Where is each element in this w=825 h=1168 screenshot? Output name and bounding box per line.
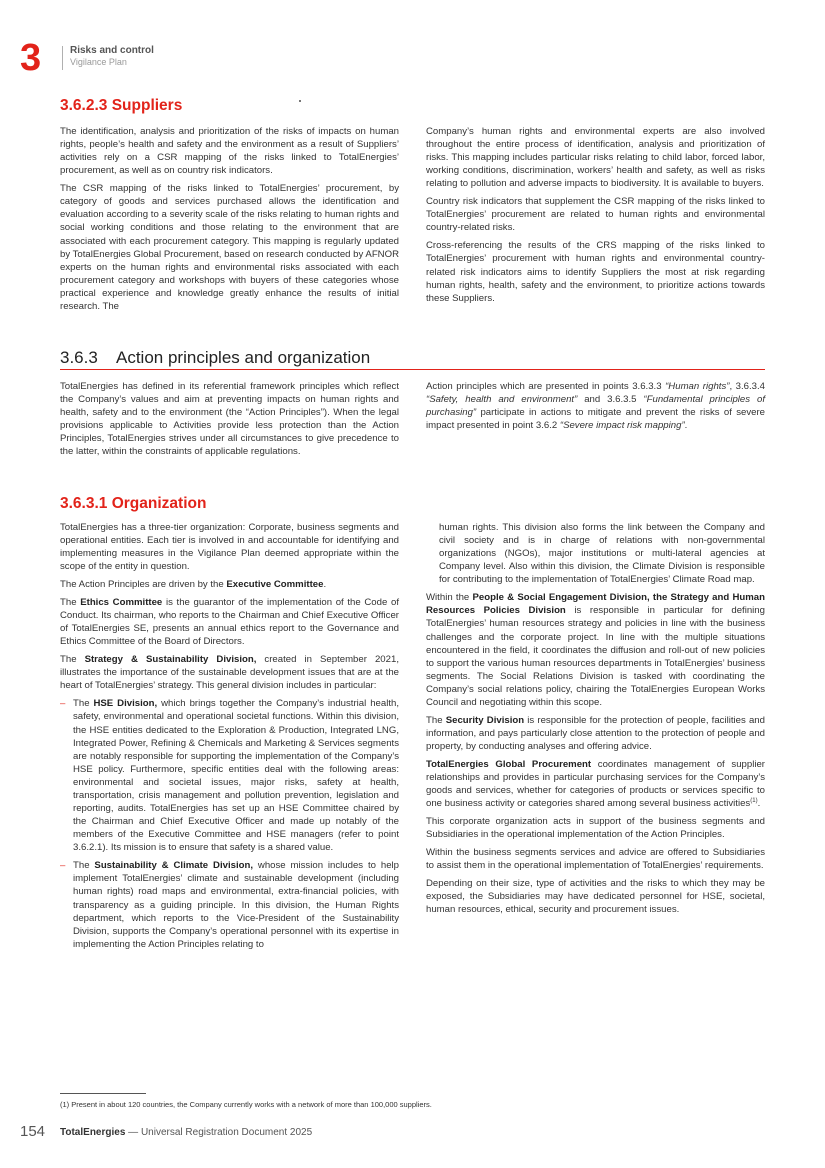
footer-document-title <box>60 1127 312 1139</box>
stray-dot <box>299 100 301 102</box>
paragraph: Cross-referencing the results of the CRS mapping of the risks linked to TotalEnergies’ procurement with human rights and environmental country-related risk indicators aims to identify Suppliers the most at risk regarding human rights, health, safety and the environment, to prioritize actions towards these Suppliers. <box>426 240 765 304</box>
suppliers-right-column <box>426 125 765 310</box>
list-item: – The Sustainability & Climate Division, whose mission includes to help implement TotalEnergies’ climate and sustainable development (including human rights) road maps and environmental, extra-financial policies, with transparency as a guiding principle. In this division, the Human Rights department, which reports to the Vice-President of the Sustainability Division, supports the Company’s operational personnel with its expertise in implementing the Action Principles relating to <box>60 859 399 951</box>
subsection-title-suppliers: 3.6.2.3 Suppliers <box>60 97 183 114</box>
footer-doc: — Universal Registration Document 2025 <box>125 1127 313 1138</box>
subsection-title-organization: 3.6.3.1 Organization <box>60 495 207 512</box>
footnote-ref: (1) <box>750 798 758 805</box>
running-subtitle: Vigilance Plan <box>70 57 127 67</box>
section-number: 3.6.3 <box>60 348 98 367</box>
paragraph: Depending on their size, type of activities and the risks to which they may be exposed, the Subsidiaries may have dedicated personnel for HSE, societal, human resources, ethical, security and procurement issues. <box>426 878 765 916</box>
chapter-number: 3 <box>20 37 42 79</box>
paragraph: Within the People & Social Engagement Division, the Strategy and Human Resources Policies Division is responsible in particular for defining TotalEnergies’ human resources strategy and policies in line with the business challenges and the corporate project. In line with the multiple situations encountered in the field, it coordinates the diffusion and roll-out of new policies to support the various human resources departments in TotalEnergies’ business segments. The Social Relations Division is tasked with coordinating the Company’s social relations policy, chairing the TotalEnergies European Works Council and negotiating within this scope. <box>426 592 765 709</box>
running-title: Risks and control <box>70 45 154 56</box>
paragraph: TotalEnergies has a three-tier organization: Corporate, business segments and operational entities. Each tier is involved in and accountable for identifying and implementing measures in the Vigilance Plan deemed appropriate within the scope of the entity in question. <box>60 522 399 573</box>
paragraph: Within the business segments services and advice are offered to Subsidiaries to assist them in the operational implementation of TotalEnergies’ requirements. <box>426 847 765 872</box>
paragraph: Company’s human rights and environmental experts are also involved throughout the entire process of identification, analysis and prioritization of risks. This mapping includes particular risks relating to child labor, forced labor, working conditions, discrimination, workers’ health and safety, as well as risks relating to pollution and adverse impacts to biodiversity. It is available to buyers. <box>426 126 765 190</box>
action-principles-right-column <box>426 380 765 437</box>
paragraph: The CSR mapping of the risks linked to TotalEnergies’ procurement, by category of goods and services purchased allows the identification and evaluation according to a severity scale of the risks relating to human rights and social working conditions and those relating to the environment that are associated with each procurement category. This mapping is regularly updated by TotalEnergies Global Procurement, based on research conducted by AFNOR experts on the human rights and environmental risks associated with each procurement category and workshops with buyers of these categories whose practical experience and knowledge greatly enhance the results of initial research. The <box>60 183 399 313</box>
section-title-text: Action principles and organization <box>116 348 371 367</box>
list-item: – The HSE Division, which brings together the Company’s industrial health, safety, environmental and operational societal functions. Within this division, the HSE entities dedicated to the Exploration & Production, Integrated LNG, Integrated Power, Refining & Chemicals and Marketing & Services segments are notably responsible for supporting the implementation of the Company’s HSE policy. Furthermore, specific entities deal with the following areas: environmental and societal issues, major risks, safety at health, transportation, crisis management and pollution prevention, legislation and reporting, audits. TotalEnergies has set up an HSE Committee chaired by the Chairman and Chief Executive Officer and made up notably of the members of the Executive Committee and HSE managers (refer to point 3.6.2.1). Its mission is to ensure that safety is a shared value. <box>60 697 399 854</box>
section-title <box>60 348 370 368</box>
section-rule <box>60 369 765 370</box>
paragraph: Action principles which are presented in points 3.6.3.3 “Human rights”, 3.6.3.4 “Safety, health and environment” and 3.6.3.5 “Fundamental principles of purchasing” participate in actions to mitigate and prevent the risks of severe impact presented in point 3.6.2 “Severe impact risk mapping”. <box>426 381 766 432</box>
footnote-rule <box>60 1093 146 1094</box>
paragraph: TotalEnergies has defined in its referential framework principles which reflect the Company’s values and aim at preventing impacts on human rights and health, safety and to the environment (the “Action Principles”). When the legal provisions applicable to Activities provide less protection than the Action Principles, TotalEnergies strives under all circumstances to give precedence to the latter, within the constraints of applicable regulations. <box>60 381 399 458</box>
paragraph: TotalEnergies Global Procurement coordinates management of supplier relationships and provides in particular purchasing services for the Company’s goods and services, whether for categories of products or services specific to one business activity or categories shared among several business activities$^{(1)}$. <box>426 758 765 810</box>
organization-right-column <box>426 521 765 921</box>
paragraph: Country risk indicators that supplement the CSR mapping of the risks linked to TotalEnergies’ procurement are related to human rights and environmental country-related risks. <box>426 196 765 234</box>
page-number: 154 <box>20 1123 46 1140</box>
footnote: (1) Present in about 120 countries, the Company currently works with a network of more than 100,000 suppliers. <box>60 1100 432 1109</box>
paragraph: The Ethics Committee is the guarantor of the implementation of the Code of Conduct. Its chairman, who reports to the Chairman and Chief Executive Officer of TotalEnergies SE, presents an annual ethics report to the Governance and Ethics Committee of the Board of Directors. <box>60 597 399 648</box>
footer-brand: TotalEnergies <box>60 1127 126 1138</box>
suppliers-left-column <box>60 125 399 318</box>
paragraph: The Security Division is responsible for the protection of people, facilities and information, and pays particularly close attention to the protection of people and property, by conducting analyses and offering advice. <box>426 714 765 753</box>
header-divider <box>62 46 63 70</box>
action-principles-left-column <box>60 380 399 463</box>
organization-left-column <box>60 521 399 956</box>
paragraph: The Action Principles are driven by the Executive Committee. <box>60 579 327 591</box>
paragraph: The identification, analysis and prioritization of the risks of impacts on human rights, people’s health and safety and the environment as a result of Suppliers’ activities rely on a CSR mapping of the risks linked to TotalEnergies’ procurement, as well as on country risk indicators. <box>60 126 399 177</box>
paragraph: This corporate organization acts in support of the business segments and Subsidiaries in the operational implementation of the Action Principles. <box>426 816 765 841</box>
paragraph: The Strategy & Sustainability Division, created in September 2021, illustrates the importance of the sustainable development issues that are at the heart of TotalEnergies’ strategy. This general division includes in particular: <box>60 654 399 692</box>
list-item-continued: human rights. This division also forms the link between the Company and civil society and is in charge of relations with non-governmental organizations (NGOs), major institutions or multi-lateral agencies at Company level. Also within this division, the Climate Division is responsible for contributing to the implementation of TotalEnergies’ Climate Road map. <box>439 522 765 586</box>
